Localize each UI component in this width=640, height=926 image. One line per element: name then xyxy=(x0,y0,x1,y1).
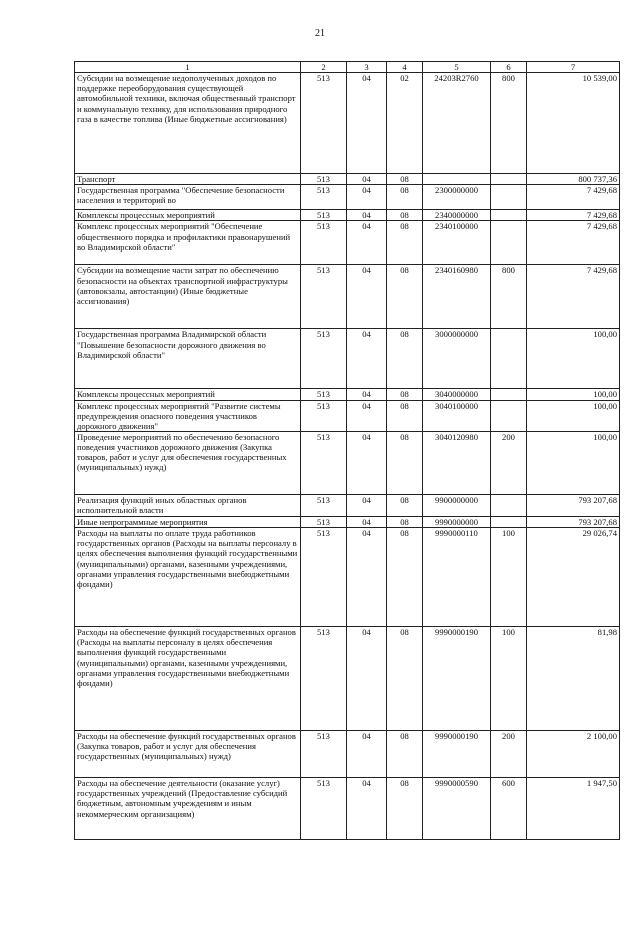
row-sum: 100,00 xyxy=(527,431,620,494)
row-sum: 10 539,00 xyxy=(527,73,620,174)
row-pr: 08 xyxy=(387,210,423,221)
row-grbs: 513 xyxy=(301,329,347,389)
row-grbs: 513 xyxy=(301,174,347,185)
row-sum: 793 207,68 xyxy=(527,516,620,527)
row-pr: 08 xyxy=(387,516,423,527)
row-name: Субсидии на возмещение части затрат по обеспечению безопасности на объектах транспортной инфраструктуры (автовокзалы, автостанции) (Иные бюджетные ассигнования) xyxy=(75,265,301,329)
row-rz: 04 xyxy=(347,516,387,527)
row-rz: 04 xyxy=(347,329,387,389)
row-pr: 08 xyxy=(387,265,423,329)
table-row xyxy=(75,210,620,221)
table-row xyxy=(75,174,620,185)
row-grbs: 513 xyxy=(301,778,347,840)
row-name: Расходы на обеспечение функций государственных органов (Закупка товаров, работ и услуг для обеспечения государственных (муниципальных) нужд) xyxy=(75,731,301,778)
row-rz: 04 xyxy=(347,389,387,400)
row-name: Транспорт xyxy=(75,174,301,185)
table-row xyxy=(75,185,620,210)
column-number: 7 xyxy=(527,62,620,73)
row-grbs: 513 xyxy=(301,731,347,778)
row-grbs: 513 xyxy=(301,431,347,494)
row-vr: 200 xyxy=(491,431,527,494)
row-vr: 800 xyxy=(491,265,527,329)
row-name: Государственная программа Владимирской области "Повышение безопасности дорожного движения во Владимирской области" xyxy=(75,329,301,389)
row-grbs: 513 xyxy=(301,265,347,329)
table-row xyxy=(75,516,620,527)
row-name: Расходы на обеспечение функций государственных органов (Расходы на выплаты персоналу в целях обеспечения выполнения функций государственными (муниципальными) органами, казенными учреждениями, органами управления государственными внебюджетными фондами) xyxy=(75,627,301,731)
budget-table xyxy=(74,61,620,840)
row-rz: 04 xyxy=(347,221,387,265)
table-row xyxy=(75,627,620,731)
row-csr: 2340160980 xyxy=(423,265,491,329)
row-csr: 9990000110 xyxy=(423,528,491,627)
row-pr: 08 xyxy=(387,221,423,265)
row-csr xyxy=(423,174,491,185)
row-name: Комплекс процессных мероприятий "Развитие системы предупреждения опасного поведения участников дорожного движения" xyxy=(75,400,301,431)
row-rz: 04 xyxy=(347,265,387,329)
row-name: Комплексы процессных мероприятий xyxy=(75,389,301,400)
row-name: Реализация функций иных областных органов исполнительной власти xyxy=(75,494,301,516)
row-rz: 04 xyxy=(347,73,387,174)
row-grbs: 513 xyxy=(301,73,347,174)
row-name: Расходы на обеспечение деятельности (оказание услуг) государственных учреждений (Предоставление субсидий бюджетным, автономным учреждениям и иным некоммерческим организациям) xyxy=(75,778,301,840)
column-number: 6 xyxy=(491,62,527,73)
row-rz: 04 xyxy=(347,778,387,840)
row-grbs: 513 xyxy=(301,528,347,627)
column-number: 4 xyxy=(387,62,423,73)
row-pr: 08 xyxy=(387,627,423,731)
row-pr: 08 xyxy=(387,494,423,516)
row-rz: 04 xyxy=(347,174,387,185)
row-grbs: 513 xyxy=(301,185,347,210)
row-csr: 3000000000 xyxy=(423,329,491,389)
row-sum: 800 737,36 xyxy=(527,174,620,185)
row-grbs: 513 xyxy=(301,221,347,265)
row-sum: 100,00 xyxy=(527,329,620,389)
row-vr xyxy=(491,221,527,265)
row-pr: 02 xyxy=(387,73,423,174)
column-number-row xyxy=(75,62,620,73)
row-sum: 100,00 xyxy=(527,400,620,431)
row-pr: 08 xyxy=(387,174,423,185)
table-row xyxy=(75,329,620,389)
row-vr xyxy=(491,389,527,400)
row-name: Иные непрограммные мероприятия xyxy=(75,516,301,527)
column-number: 5 xyxy=(423,62,491,73)
row-csr: 9990000190 xyxy=(423,731,491,778)
row-csr: 9990000590 xyxy=(423,778,491,840)
row-name: Государственная программа "Обеспечение безопасности населения и территорий во xyxy=(75,185,301,210)
row-pr: 08 xyxy=(387,389,423,400)
row-pr: 08 xyxy=(387,731,423,778)
row-grbs: 513 xyxy=(301,516,347,527)
table-row xyxy=(75,221,620,265)
row-vr xyxy=(491,329,527,389)
row-csr: 3040100000 xyxy=(423,400,491,431)
row-csr: 3040000000 xyxy=(423,389,491,400)
row-vr xyxy=(491,400,527,431)
row-sum: 29 026,74 xyxy=(527,528,620,627)
row-name: Комплексы процессных мероприятий xyxy=(75,210,301,221)
row-sum: 793 207,68 xyxy=(527,494,620,516)
row-sum: 7 429,68 xyxy=(527,185,620,210)
table-row xyxy=(75,73,620,174)
row-pr: 08 xyxy=(387,778,423,840)
row-csr: 2340000000 xyxy=(423,210,491,221)
row-csr: 9990000190 xyxy=(423,627,491,731)
row-rz: 04 xyxy=(347,627,387,731)
row-csr: 9900000000 xyxy=(423,494,491,516)
table-row xyxy=(75,494,620,516)
row-rz: 04 xyxy=(347,400,387,431)
column-number: 2 xyxy=(301,62,347,73)
row-rz: 04 xyxy=(347,431,387,494)
row-vr: 100 xyxy=(491,528,527,627)
row-vr: 600 xyxy=(491,778,527,840)
row-csr: 2340100000 xyxy=(423,221,491,265)
row-sum: 81,98 xyxy=(527,627,620,731)
row-grbs: 513 xyxy=(301,400,347,431)
row-vr xyxy=(491,185,527,210)
row-vr xyxy=(491,174,527,185)
column-number: 1 xyxy=(75,62,301,73)
row-csr: 2300000000 xyxy=(423,185,491,210)
row-name: Проведение мероприятий по обеспечению безопасного поведения участников дорожного движения (Закупка товаров, работ и услуг для обеспечения государственных (муниципальных) нужд) xyxy=(75,431,301,494)
row-rz: 04 xyxy=(347,528,387,627)
row-pr: 08 xyxy=(387,329,423,389)
row-sum: 7 429,68 xyxy=(527,210,620,221)
row-grbs: 513 xyxy=(301,494,347,516)
column-number: 3 xyxy=(347,62,387,73)
row-name: Субсидии на возмещение недополученных доходов по поддержке переоборудования существующей автомобильной техники, включая общественный транспорт и коммунальную технику, для использования природного газа в качестве топлива (Иные бюджетные ассигнования) xyxy=(75,73,301,174)
table-row xyxy=(75,389,620,400)
row-rz: 04 xyxy=(347,210,387,221)
row-sum: 2 100,00 xyxy=(527,731,620,778)
page-number: 21 xyxy=(315,28,325,39)
row-grbs: 513 xyxy=(301,210,347,221)
row-sum: 1 947,50 xyxy=(527,778,620,840)
table-row xyxy=(75,265,620,329)
row-vr: 200 xyxy=(491,731,527,778)
row-rz: 04 xyxy=(347,494,387,516)
row-csr: 3040120980 xyxy=(423,431,491,494)
row-pr: 08 xyxy=(387,185,423,210)
row-sum: 7 429,68 xyxy=(527,265,620,329)
row-grbs: 513 xyxy=(301,627,347,731)
table-row xyxy=(75,778,620,840)
row-csr: 9990000000 xyxy=(423,516,491,527)
row-pr: 08 xyxy=(387,400,423,431)
row-vr: 100 xyxy=(491,627,527,731)
row-sum: 100,00 xyxy=(527,389,620,400)
table-row xyxy=(75,731,620,778)
row-vr xyxy=(491,210,527,221)
row-name: Комплекс процессных мероприятий "Обеспечение общественного порядка и профилактики правонарушений во Владимирской области" xyxy=(75,221,301,265)
row-pr: 08 xyxy=(387,431,423,494)
row-rz: 04 xyxy=(347,731,387,778)
row-vr: 800 xyxy=(491,73,527,174)
row-pr: 08 xyxy=(387,528,423,627)
row-sum: 7 429,68 xyxy=(527,221,620,265)
row-vr xyxy=(491,516,527,527)
table-row xyxy=(75,400,620,431)
table-row xyxy=(75,528,620,627)
row-vr xyxy=(491,494,527,516)
row-name: Расходы на выплаты по оплате труда работников государственных органов (Расходы на выплаты персоналу в целях обеспечения выполнения функций государственными (муниципальными) органами, казенными учреждениями, органами управления государственными внебюджетными фондами) xyxy=(75,528,301,627)
row-csr: 24203R2760 xyxy=(423,73,491,174)
row-rz: 04 xyxy=(347,185,387,210)
table-row xyxy=(75,431,620,494)
row-grbs: 513 xyxy=(301,389,347,400)
